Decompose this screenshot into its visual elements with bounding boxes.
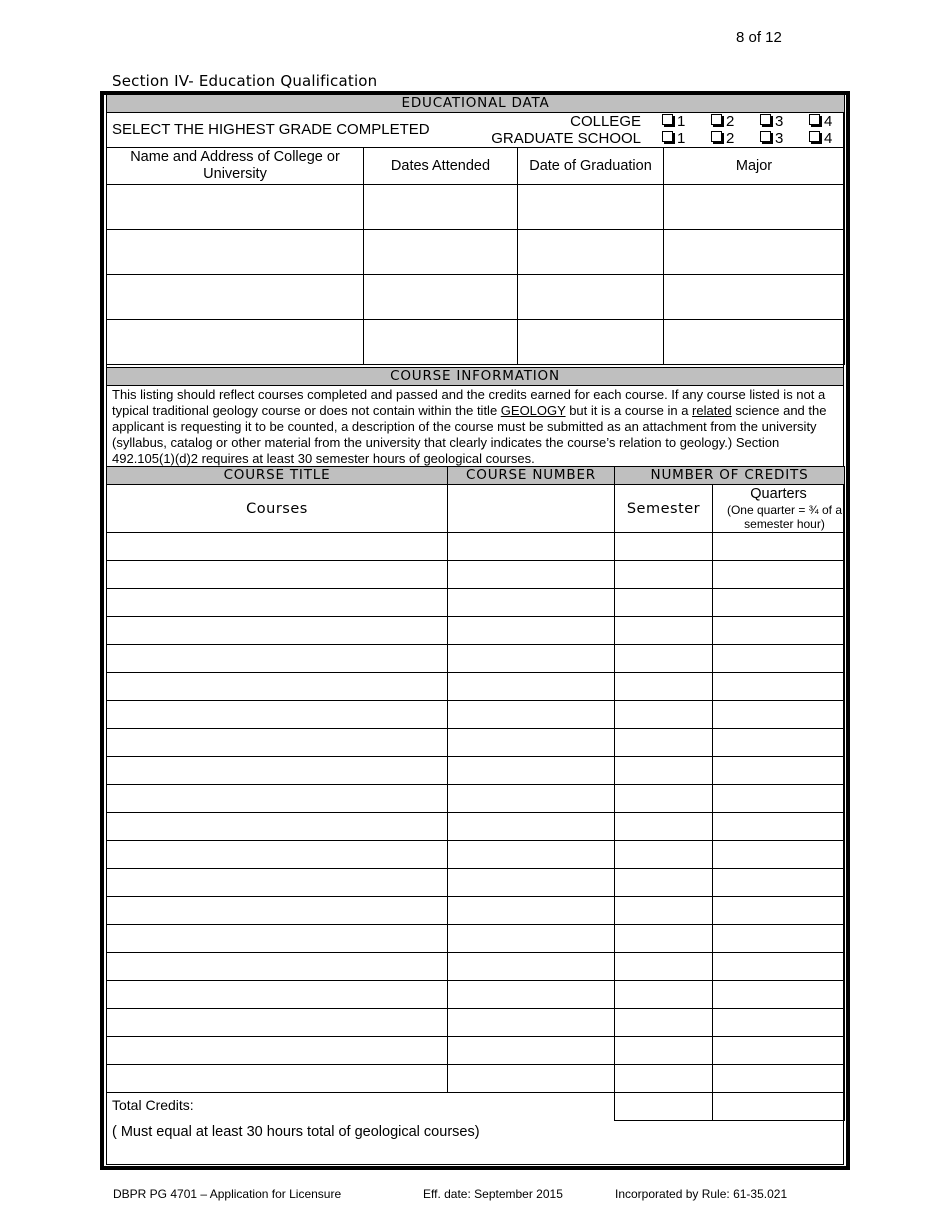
- course-title-cell[interactable]: [107, 897, 448, 925]
- course-title-cell[interactable]: [107, 981, 448, 1009]
- course-row: [107, 925, 845, 953]
- graduate-school-label: GRADUATE SCHOOL: [491, 130, 641, 147]
- course-number-cell[interactable]: [448, 813, 615, 841]
- quarter-credits-cell[interactable]: [713, 589, 845, 617]
- grad-option-2[interactable]: 2: [711, 130, 734, 147]
- quarters-note: (One quarter = ¾ of a semester hour): [726, 503, 843, 531]
- course-title-cell[interactable]: [107, 953, 448, 981]
- checkbox-icon: [662, 131, 673, 142]
- major-cell[interactable]: [664, 185, 845, 230]
- quarter-credits-cell[interactable]: [713, 981, 845, 1009]
- quarter-credits-cell[interactable]: [713, 1037, 845, 1065]
- course-title-cell[interactable]: [107, 925, 448, 953]
- semester-credits-cell[interactable]: [615, 1037, 713, 1065]
- educational-data-table: [106, 94, 845, 365]
- semester-credits-cell[interactable]: [615, 589, 713, 617]
- total-credits-note: ( Must equal at least 30 hours total of geological courses): [112, 1124, 480, 1140]
- grad-option-3[interactable]: 3: [760, 130, 783, 147]
- major-cell[interactable]: [664, 320, 845, 365]
- course-number-cell[interactable]: [448, 673, 615, 701]
- course-row: [107, 729, 845, 757]
- semester-credits-cell[interactable]: [615, 1065, 713, 1093]
- course-number-cell[interactable]: [448, 785, 615, 813]
- page-number: 8 of 12: [736, 29, 782, 46]
- course-number-cell[interactable]: [448, 981, 615, 1009]
- college-label: COLLEGE: [570, 113, 641, 130]
- course-row: [107, 561, 845, 589]
- course-number-cell[interactable]: [448, 897, 615, 925]
- semester-credits-cell[interactable]: [615, 841, 713, 869]
- semester-credits-cell[interactable]: [615, 561, 713, 589]
- geology-underlined: GEOLOGY: [500, 403, 566, 418]
- college-line: [107, 113, 844, 130]
- quarter-credits-cell[interactable]: [713, 869, 845, 897]
- dates-attended-cell[interactable]: [364, 275, 518, 320]
- course-number-band: COURSE NUMBER: [448, 467, 615, 485]
- graduation-date-cell[interactable]: [518, 185, 664, 230]
- course-title-cell[interactable]: [107, 729, 448, 757]
- semester-credits-cell[interactable]: [615, 813, 713, 841]
- course-number-header: [448, 485, 615, 533]
- course-row: [107, 897, 845, 925]
- quarter-credits-cell[interactable]: [713, 841, 845, 869]
- checkbox-icon: [711, 131, 722, 142]
- checkbox-icon: [711, 114, 722, 125]
- course-title-cell[interactable]: [107, 841, 448, 869]
- semester-credits-cell[interactable]: [615, 533, 713, 561]
- total-quarter-credits-cell[interactable]: [713, 1093, 845, 1121]
- quarter-credits-cell[interactable]: [713, 533, 845, 561]
- graduation-date-cell[interactable]: [518, 320, 664, 365]
- course-number-cell[interactable]: [448, 1065, 615, 1093]
- semester-header: Semester: [615, 485, 713, 533]
- checkbox-icon: [809, 114, 820, 125]
- semester-credits-cell[interactable]: [615, 981, 713, 1009]
- semester-credits-cell[interactable]: [615, 869, 713, 897]
- educational-data-band: EDUCATIONAL DATA: [107, 95, 845, 113]
- course-number-cell[interactable]: [448, 701, 615, 729]
- quarter-credits-cell[interactable]: [713, 1065, 845, 1093]
- course-number-cell[interactable]: [448, 561, 615, 589]
- course-title-band: COURSE TITLE: [107, 467, 448, 485]
- course-number-cell[interactable]: [448, 533, 615, 561]
- col-header-college-name: Name and Address of College or University: [107, 148, 364, 185]
- quarter-credits-cell[interactable]: [713, 729, 845, 757]
- course-title-cell[interactable]: [107, 757, 448, 785]
- course-number-cell[interactable]: [448, 1037, 615, 1065]
- course-row: [107, 757, 845, 785]
- major-cell[interactable]: [664, 230, 845, 275]
- quarter-credits-cell[interactable]: [713, 645, 845, 673]
- graduate-school-line: [107, 130, 844, 147]
- dates-attended-cell[interactable]: [364, 185, 518, 230]
- college-option-1[interactable]: 1: [662, 113, 685, 130]
- highest-grade-row: [107, 113, 845, 148]
- semester-credits-cell[interactable]: [615, 1009, 713, 1037]
- grad-option-1[interactable]: 1: [662, 130, 685, 147]
- total-credits-label: Total Credits:: [112, 1097, 194, 1113]
- footer-rule: Incorporated by Rule: 61-35.021: [615, 1187, 788, 1201]
- semester-credits-cell[interactable]: [615, 645, 713, 673]
- quarter-credits-cell[interactable]: [713, 897, 845, 925]
- semester-credits-cell[interactable]: [615, 757, 713, 785]
- course-number-cell[interactable]: [448, 1009, 615, 1037]
- course-number-cell[interactable]: [448, 925, 615, 953]
- grad-option-4[interactable]: 4: [809, 130, 832, 147]
- quarter-credits-cell[interactable]: [713, 561, 845, 589]
- course-title-cell[interactable]: [107, 1037, 448, 1065]
- quarters-header: Quarters (One quarter = ¾ of a semester hour): [713, 485, 845, 533]
- course-title-cell[interactable]: [107, 617, 448, 645]
- course-title-cell[interactable]: [107, 701, 448, 729]
- semester-credits-cell[interactable]: [615, 617, 713, 645]
- quarter-credits-cell[interactable]: [713, 617, 845, 645]
- quarter-credits-cell[interactable]: [713, 813, 845, 841]
- course-row: [107, 1065, 845, 1093]
- course-row: [107, 1009, 845, 1037]
- dates-attended-cell[interactable]: [364, 230, 518, 275]
- quarter-credits-cell[interactable]: [713, 785, 845, 813]
- course-title-cell[interactable]: [107, 1065, 448, 1093]
- college-name-cell[interactable]: [107, 275, 364, 320]
- course-number-cell[interactable]: [448, 953, 615, 981]
- course-row: [107, 645, 845, 673]
- semester-credits-cell[interactable]: [615, 925, 713, 953]
- col-header-dates-attended: Dates Attended: [364, 148, 518, 185]
- college-name-cell[interactable]: [107, 230, 364, 275]
- checkbox-icon: [809, 131, 820, 142]
- course-number-cell[interactable]: [448, 589, 615, 617]
- course-number-cell[interactable]: [448, 617, 615, 645]
- college-option-4[interactable]: 4: [809, 113, 832, 130]
- highest-grade-label: SELECT THE HIGHEST GRADE COMPLETED: [112, 121, 430, 138]
- footer-form-id: DBPR PG 4701 – Application for Licensure: [113, 1187, 342, 1201]
- semester-credits-cell[interactable]: [615, 673, 713, 701]
- quarter-credits-cell[interactable]: [713, 701, 845, 729]
- course-title-cell[interactable]: [107, 533, 448, 561]
- college-option-3[interactable]: 3: [760, 113, 783, 130]
- college-name-cell[interactable]: [107, 320, 364, 365]
- course-row: [107, 617, 845, 645]
- footer-effective-date: Eff. date: September 2015: [423, 1187, 563, 1201]
- quarter-credits-cell[interactable]: [713, 757, 845, 785]
- section-title: Section IV- Education Qualification: [112, 72, 378, 90]
- semester-credits-cell[interactable]: [615, 897, 713, 925]
- quarter-credits-cell[interactable]: [713, 1009, 845, 1037]
- course-number-cell[interactable]: [448, 645, 615, 673]
- graduation-date-cell[interactable]: [518, 230, 664, 275]
- major-cell[interactable]: [664, 275, 845, 320]
- course-row: [107, 1037, 845, 1065]
- col-header-major: Major: [664, 148, 845, 185]
- course-number-cell[interactable]: [448, 729, 615, 757]
- quarter-credits-cell[interactable]: [713, 953, 845, 981]
- college-name-cell[interactable]: [107, 185, 364, 230]
- graduation-date-cell[interactable]: [518, 275, 664, 320]
- course-row: [107, 869, 845, 897]
- course-title-cell[interactable]: [107, 813, 448, 841]
- course-row: [107, 813, 845, 841]
- number-of-credits-band: NUMBER OF CREDITS: [615, 467, 845, 485]
- checkbox-icon: [662, 114, 673, 125]
- courses-header: Courses: [107, 485, 448, 533]
- course-row: [107, 785, 845, 813]
- semester-credits-cell[interactable]: [615, 729, 713, 757]
- course-information-text: This listing should reflect courses completed and passed and the credits earned for each course. If any course listed is not a typical traditional geology course or does not contain within the title GEOLOGY but it is a course in a related science and the applicant is requesting it to be counted, a description of the course must be submitted as an attachment from the university (syllabus, catalog or other material from the university that clearly indicates the course’s relation to geology.) Section 492.105(1)(d)2 requires at least 30 semester hours of geological courses.: [107, 386, 844, 468]
- course-row: [107, 533, 845, 561]
- course-number-cell[interactable]: [448, 841, 615, 869]
- course-title-cell[interactable]: [107, 589, 448, 617]
- total-credits-row: [107, 1093, 845, 1121]
- col-header-date-of-graduation: Date of Graduation: [518, 148, 664, 185]
- course-title-cell[interactable]: [107, 785, 448, 813]
- course-title-cell[interactable]: [107, 673, 448, 701]
- course-table: [106, 466, 845, 1121]
- total-semester-credits-cell[interactable]: [615, 1093, 713, 1121]
- course-title-cell[interactable]: [107, 645, 448, 673]
- semester-credits-cell[interactable]: [615, 953, 713, 981]
- course-number-cell[interactable]: [448, 869, 615, 897]
- course-information-band: COURSE INFORMATION: [107, 368, 844, 386]
- related-underlined: related: [692, 403, 732, 418]
- checkbox-icon: [760, 131, 771, 142]
- course-title-cell[interactable]: [107, 869, 448, 897]
- checkbox-icon: [760, 114, 771, 125]
- course-row: [107, 701, 845, 729]
- quarter-credits-cell[interactable]: [713, 673, 845, 701]
- course-title-cell[interactable]: [107, 561, 448, 589]
- semester-credits-cell[interactable]: [615, 701, 713, 729]
- quarter-credits-cell[interactable]: [713, 925, 845, 953]
- dates-attended-cell[interactable]: [364, 320, 518, 365]
- course-title-cell[interactable]: [107, 1009, 448, 1037]
- course-number-cell[interactable]: [448, 757, 615, 785]
- course-row: [107, 953, 845, 981]
- course-row: [107, 841, 845, 869]
- semester-credits-cell[interactable]: [615, 785, 713, 813]
- course-information-table: [106, 367, 844, 468]
- college-option-2[interactable]: 2: [711, 113, 734, 130]
- course-row: [107, 981, 845, 1009]
- course-row: [107, 673, 845, 701]
- course-row: [107, 589, 845, 617]
